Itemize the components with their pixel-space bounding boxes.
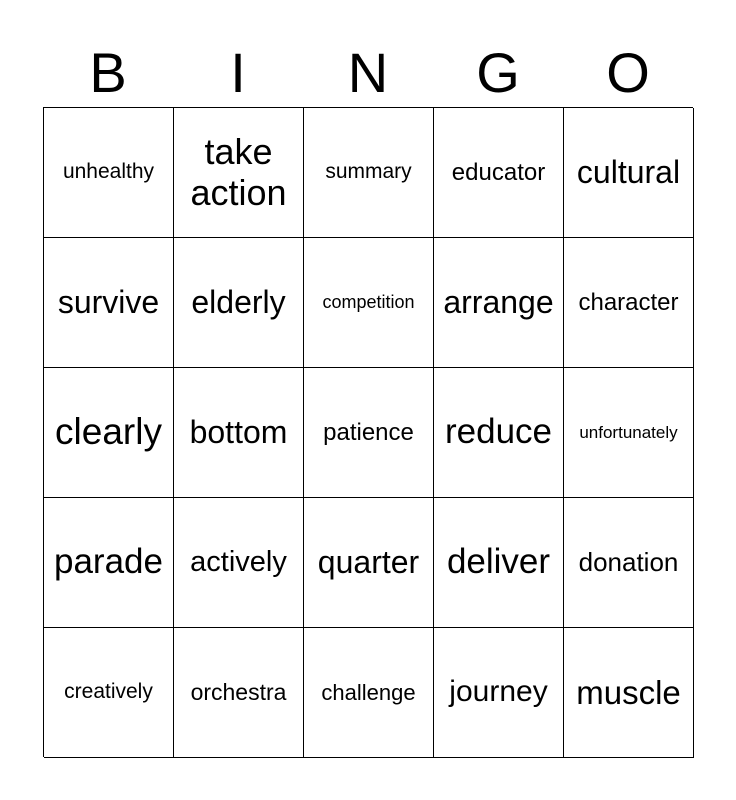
bingo-cell[interactable]: creatively	[44, 628, 174, 758]
bingo-cell[interactable]: parade	[44, 498, 174, 628]
bingo-cell[interactable]: unhealthy	[44, 108, 174, 238]
bingo-cell[interactable]: actively	[174, 498, 304, 628]
header-letter-i: I	[230, 41, 246, 104]
bingo-cell[interactable]: journey	[434, 628, 564, 758]
header-letter-o: O	[606, 41, 650, 104]
header-letter-b: B	[89, 41, 127, 104]
bingo-cell[interactable]: educator	[434, 108, 564, 238]
bingo-cell[interactable]: unfortunately	[564, 368, 694, 498]
bingo-cell[interactable]: competition	[304, 238, 434, 368]
bingo-cell[interactable]: clearly	[44, 368, 174, 498]
bingo-board	[43, 107, 693, 757]
bingo-cell[interactable]: muscle	[564, 628, 694, 758]
bingo-cell[interactable]: elderly	[174, 238, 304, 368]
bingo-cell[interactable]: quarter	[304, 498, 434, 628]
bingo-cell[interactable]: survive	[44, 238, 174, 368]
header-letter-n: N	[347, 41, 389, 104]
bingo-cell[interactable]: bottom	[174, 368, 304, 498]
bingo-cell[interactable]: donation	[564, 498, 694, 628]
bingo-cell[interactable]: challenge	[304, 628, 434, 758]
header-letter-g: G	[476, 41, 520, 104]
bingo-cell[interactable]: deliver	[434, 498, 564, 628]
bingo-cell[interactable]: take action	[174, 108, 304, 238]
bingo-cell[interactable]: reduce	[434, 368, 564, 498]
bingo-cell[interactable]: orchestra	[174, 628, 304, 758]
bingo-cell[interactable]: character	[564, 238, 694, 368]
bingo-header	[43, 40, 693, 106]
bingo-cell[interactable]: cultural	[564, 108, 694, 238]
bingo-cell[interactable]: summary	[304, 108, 434, 238]
bingo-cell[interactable]: patience	[304, 368, 434, 498]
bingo-cell[interactable]: arrange	[434, 238, 564, 368]
